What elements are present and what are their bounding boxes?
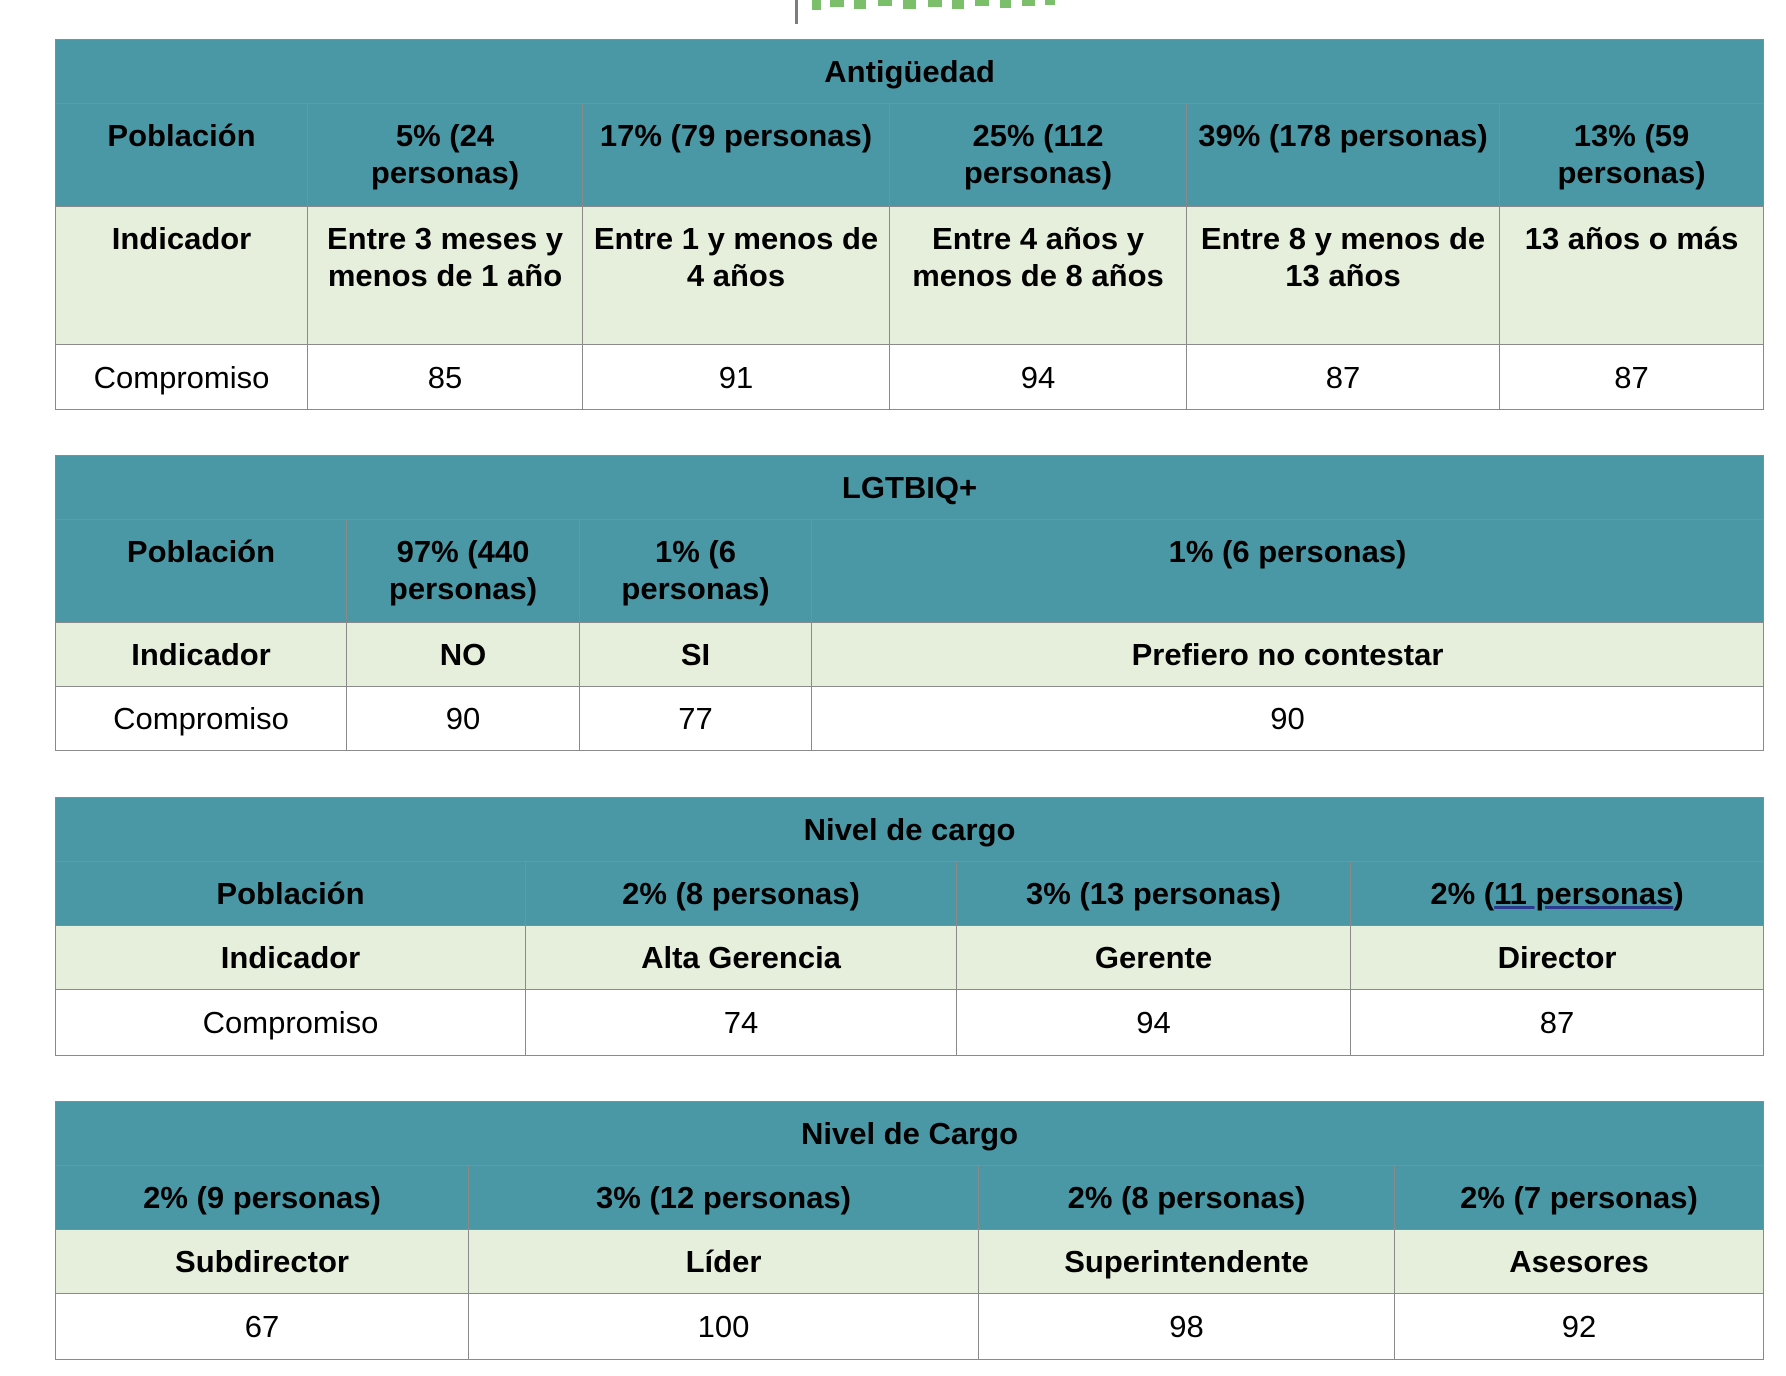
indicador-cell: Gerente <box>957 926 1351 990</box>
value-cell: 67 <box>56 1294 469 1360</box>
poblacion-cell: 2% (8 personas) <box>979 1166 1395 1230</box>
indicador-cell: Líder <box>469 1230 979 1294</box>
indicador-cell: Subdirector <box>56 1230 469 1294</box>
poblacion-cell: 97% (440 personas) <box>347 520 580 623</box>
value-cell: 77 <box>580 687 812 751</box>
value-cell: 91 <box>583 345 890 410</box>
value-cell: 87 <box>1187 345 1500 410</box>
poblacion-cell: 13% (59 personas) <box>1500 104 1764 207</box>
indicador-cell: SI <box>580 623 812 687</box>
value-cell: 100 <box>469 1294 979 1360</box>
poblacion-cell: 1% (6 personas) <box>812 520 1764 623</box>
nivel-cargo-table <box>55 797 1764 1056</box>
indicador-cell: Entre 1 y menos de 4 años <box>583 207 890 345</box>
poblacion-cell: 2% (9 personas) <box>56 1166 469 1230</box>
poblacion-cell: 17% (79 personas) <box>583 104 890 207</box>
poblacion-cell: 5% (24 personas) <box>308 104 583 207</box>
value-cell: 74 <box>526 990 957 1056</box>
indicador-cell: Prefiero no contestar <box>812 623 1764 687</box>
value-cell: 92 <box>1395 1294 1764 1360</box>
poblacion-cell: 39% (178 personas) <box>1187 104 1500 207</box>
poblacion-cell: 25% (112 personas) <box>890 104 1187 207</box>
indicador-label: Indicador <box>56 926 526 990</box>
indicador-cell: Superintendente <box>979 1230 1395 1294</box>
poblacion-cell <box>1351 862 1764 926</box>
row-label: Compromiso <box>56 687 347 751</box>
indicador-cell: 13 años o más <box>1500 207 1764 345</box>
value-cell: 85 <box>308 345 583 410</box>
value-cell: 98 <box>979 1294 1395 1360</box>
table-title: LGTBIQ+ <box>56 456 1764 520</box>
poblacion-cell: 3% (13 personas) <box>957 862 1351 926</box>
row-label: Compromiso <box>56 990 526 1056</box>
poblacion-label: Población <box>56 520 347 623</box>
row-label: Compromiso <box>56 345 308 410</box>
poblacion-prefix: 2% ( <box>1430 876 1495 911</box>
indicador-label: Indicador <box>56 207 308 345</box>
lgtbiq-table <box>55 455 1764 751</box>
table-title: Nivel de cargo <box>56 798 1764 862</box>
poblacion-cell: 2% (8 personas) <box>526 862 957 926</box>
value-cell: 94 <box>890 345 1187 410</box>
value-cell: 90 <box>812 687 1764 751</box>
value-cell: 94 <box>957 990 1351 1056</box>
logo-fragment <box>0 0 1786 28</box>
value-cell: 87 <box>1500 345 1764 410</box>
value-cell: 90 <box>347 687 580 751</box>
indicador-cell: Entre 4 años y menos de 8 años <box>890 207 1187 345</box>
poblacion-cell: 2% (7 personas) <box>1395 1166 1764 1230</box>
poblacion-label: Población <box>56 862 526 926</box>
indicador-cell: NO <box>347 623 580 687</box>
nivel-cargo-2-table <box>55 1101 1764 1360</box>
indicador-cell: Asesores <box>1395 1230 1764 1294</box>
value-cell: 87 <box>1351 990 1764 1056</box>
indicador-cell: Entre 3 meses y menos de 1 año <box>308 207 583 345</box>
poblacion-suffix: ) <box>1673 876 1684 911</box>
indicador-cell: Alta Gerencia <box>526 926 957 990</box>
indicador-cell: Director <box>1351 926 1764 990</box>
table-title: Nivel de Cargo <box>56 1102 1764 1166</box>
poblacion-label: Población <box>56 104 308 207</box>
antiguedad-table <box>55 39 1764 410</box>
poblacion-cell: 1% (6 personas) <box>580 520 812 623</box>
table-title: Antigüedad <box>56 40 1764 104</box>
indicador-cell: Entre 8 y menos de 13 años <box>1187 207 1500 345</box>
poblacion-cell: 3% (12 personas) <box>469 1166 979 1230</box>
poblacion-underlined: 11 personas <box>1494 876 1674 911</box>
indicador-label: Indicador <box>56 623 347 687</box>
